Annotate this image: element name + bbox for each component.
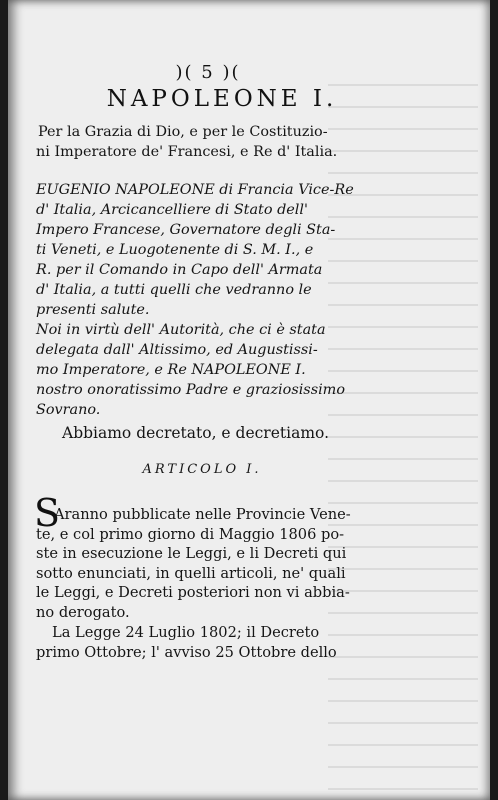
- text-line: Aranno pubblicate nelle Provincie Vene-: [54, 506, 351, 523]
- text-line: no derogato.: [36, 603, 130, 621]
- text-line: presenti salute.: [36, 302, 150, 318]
- text-line: Sovrano.: [36, 402, 101, 418]
- text-line: sotto enunciati, in quelli articoli, ne' quali: [36, 564, 346, 582]
- page-number: )( 5 )(: [175, 62, 241, 83]
- article-body: [36, 505, 374, 622]
- text-line: d' Italia, Arcicancelliere di Stato dell': [36, 202, 308, 218]
- text-line: nostro onoratissimo Padre e graziosissimo: [36, 382, 345, 398]
- text-line: Impero Francese, Governatore degli Sta-: [36, 222, 336, 238]
- text-line: ni Imperatore de' Francesi, e Re d' Italia.: [36, 144, 338, 160]
- drop-capital: S: [34, 491, 61, 535]
- text-line: EUGENIO NAPOLEONE di Francia Vice-Re: [36, 182, 354, 198]
- authority-paragraph: [36, 320, 372, 420]
- decree-statement: Abbiamo decretato, e decretiamo.: [62, 424, 330, 442]
- intro-paragraph: [36, 122, 372, 162]
- viceroy-paragraph: [36, 180, 372, 320]
- text-line: Per la Grazia di Dio, e per le Costituzio-: [38, 124, 328, 140]
- text-line: te, e col primo giorno di Maggio 1806 po-: [36, 525, 345, 543]
- text-line: R. per il Comando in Capo dell' Armata: [36, 262, 323, 278]
- book-page: [8, 0, 490, 800]
- text-line: La Legge 24 Luglio 1802; il Decreto: [52, 624, 320, 641]
- text-line: mo Imperatore, e Re NAPOLEONE I.: [36, 362, 306, 378]
- text-line: primo Ottobre; l' avviso 25 Ottobre dello: [36, 643, 337, 661]
- page-title: NAPOLEONE I.: [106, 86, 338, 112]
- continuation-paragraph: [36, 623, 374, 662]
- text-line: delegata dall' Altissimo, ed Augustissi-: [36, 342, 318, 358]
- text-line: ti Veneti, e Luogotenente di S. M. I., e: [36, 242, 314, 258]
- article-heading: ARTICOLO I.: [142, 462, 262, 477]
- text-line: Noi in virtù dell' Autorità, che ci è stata: [36, 322, 326, 338]
- show-through-texture: [328, 70, 478, 790]
- text-line: le Leggi, e Decreti posteriori non vi abbia-: [36, 584, 350, 601]
- text-line: ste in esecuzione le Leggi, e li Decreti qui: [36, 545, 347, 562]
- text-line: d' Italia, a tutti quelli che vedranno le: [36, 282, 312, 298]
